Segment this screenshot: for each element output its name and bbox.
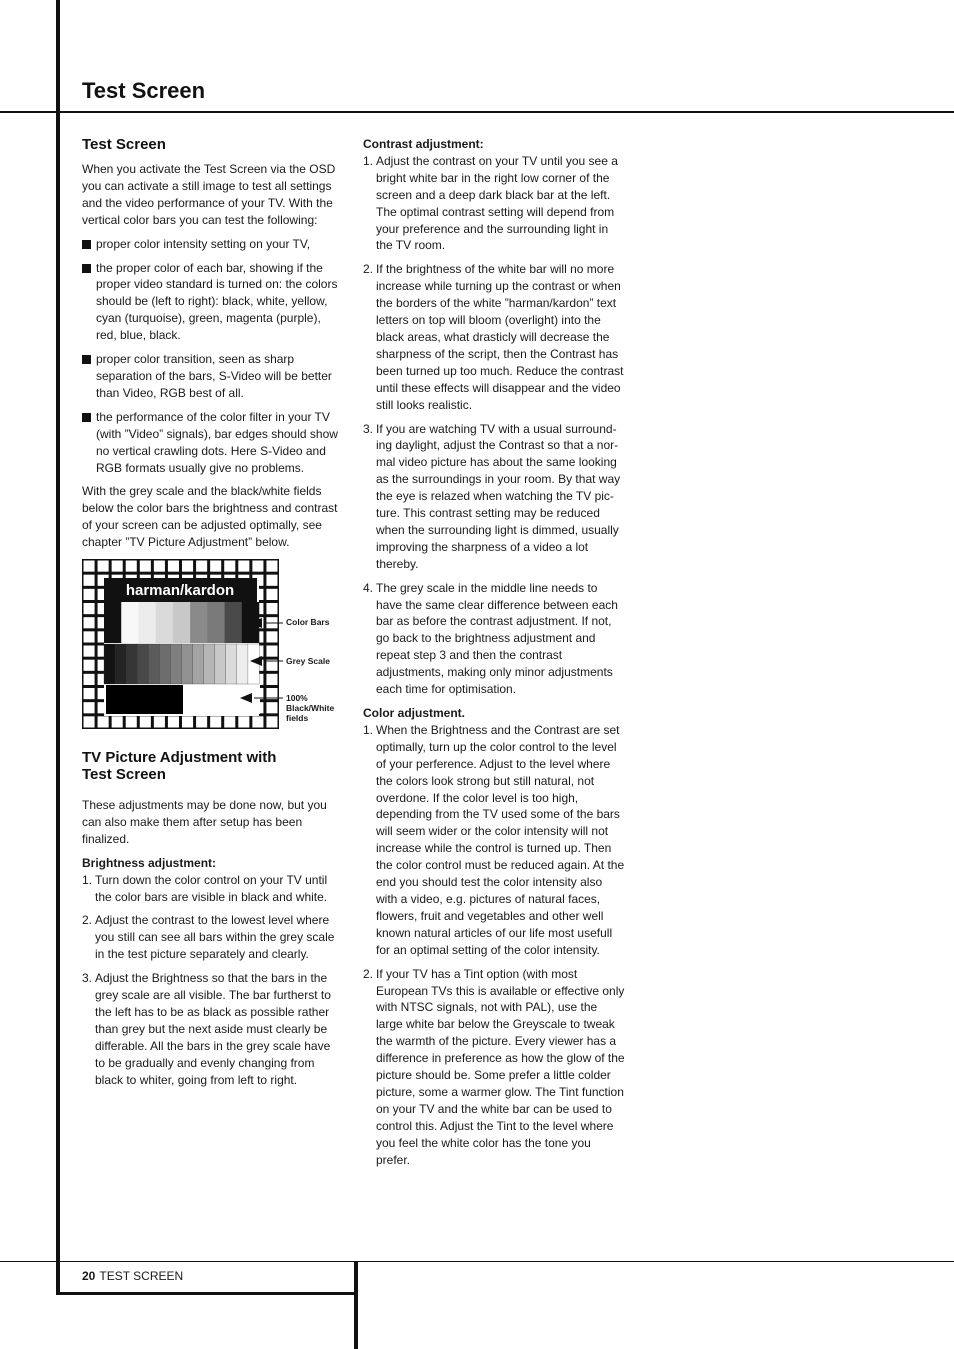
section-heading-test-screen: Test Screen bbox=[82, 136, 166, 153]
page-number: 20 bbox=[82, 1269, 96, 1283]
left-margin-bar bbox=[56, 0, 60, 1295]
bullet-item: proper color intensity setting on your TV, bbox=[82, 236, 342, 253]
brightness-step: 3. Adjust the Brightness so that the bars in the grey scale are all visible. The bar furtherst to the left has to be as black as possible rather than grey but the next aside must clearly be differable. All the bars in the grey scale have to be gradually and evenly changing from black to whiter, going from left to right. bbox=[82, 971, 331, 1087]
bullet-item: the performance of the color filter in your TV (with ”Video” signals), bar edges should show no vertical crawling dots. Here S-Video and RGB formats usually give no problems. bbox=[82, 409, 342, 477]
color-heading: Color adjustment. bbox=[363, 706, 466, 720]
column-right bbox=[363, 136, 625, 1175]
footer-section-title: TEST SCREEN bbox=[99, 1269, 184, 1283]
figure-label-bw-fields: 100% Black/White fields bbox=[286, 693, 335, 724]
page-footer bbox=[82, 1268, 183, 1284]
adjustment-intro: These adjustments may be done now, but you can also make them after setup has been finalized. bbox=[82, 798, 327, 846]
grey-scale-paragraph: With the grey scale and the black/white fields below the color bars the brightness and contrast of your screen can be adjusted optimally, see chapter ”TV Picture Adjustment” below. bbox=[82, 484, 338, 550]
harman-kardon-logo: harman/kardon bbox=[125, 582, 235, 600]
bullet-square-icon bbox=[82, 240, 91, 249]
footer-underline bbox=[56, 1292, 358, 1295]
bullet-item: the proper color of each bar, showing if the proper video standard is turned on: the colors should be (left to right): black, white, yellow, cyan (turquoise), green, magenta (purple), red, blue, black. bbox=[82, 260, 342, 345]
test-screen-figure bbox=[82, 559, 340, 731]
color-step: 1. When the Brightness and the Contrast are set optimally, turn up the color control to the level of your perference. Adjust to the level where the colors look strong but still natural, not overdone. If the color level is too high, depending from the TV used some of the bars will seem wider or the color intensity will not increase while the control is turned up. Then the color control must be reduced again. At the end you should test the color intensity also with a video, e.g. pictures of natural faces, flowers, fruit and vegetables and other well known natural articles of our life most usefull for an optimal setting of the color intensity. bbox=[363, 722, 625, 957]
contrast-step: 3. If you are watching TV with a usual surround-ing daylight, adjust the Contrast so that a nor-mal video picture has about the same looking as the surroundings in your room. By that way the eye is relazed when watching the TV pic-ture. This contrast setting may be reduced when the surrounding light is dimmed, usually improving the sharpness of a video a lot thereby. bbox=[363, 421, 621, 571]
contrast-step: 4. The grey scale in the middle line needs to have the same clear difference between each bar as before the contrast adjustment. If not, go back to the brightness adjustment and repeat step 3 and then the contrast adjustments, making only minor adjustments each time for optimisation. bbox=[363, 580, 618, 697]
bullet-item: proper color transition, seen as sharp separation of the bars, S-Video will be better than Video, RGB best of all. bbox=[82, 351, 342, 402]
footer-rule bbox=[0, 1261, 954, 1262]
contrast-step: 1. Adjust the contrast on your TV until you see a bright white bar in the right low corner of the screen and a deep dark black bar at the left. The optimal contrast setting will depend from your preference and the surrounding light in the TV room. bbox=[363, 153, 618, 253]
bullet-square-icon bbox=[82, 413, 91, 422]
contrast-heading: Contrast adjustment: bbox=[363, 137, 484, 151]
brightness-heading: Brightness adjustment: bbox=[82, 855, 217, 870]
column-left bbox=[82, 136, 342, 1096]
page-title: Test Screen bbox=[82, 78, 206, 103]
footer-vertical-bar bbox=[354, 1261, 358, 1349]
figure-label-color-bars: Color Bars bbox=[286, 617, 330, 628]
color-step: 2. If your TV has a Tint option (with most European TVs this is available or effective only with NTSC signals, not with PAL), use the large white bar below the Greyscale to tweak the warmth of the picture. Every viewer has a difference in preference as how the glow of the picture should be. Some prefer a little colder picture, some a warmer glow. The Tint function on your TV and the white bar can be used to control this. Adjust the Tint to the level where you feel the white color has the tone you prefer. bbox=[363, 966, 625, 1167]
figure-label-grey-scale: Grey Scale bbox=[286, 656, 330, 667]
intro-paragraph: When you activate the Test Screen via the OSD you can activate a still image to test all settings and the video performance of your TV. With the vertical color bars you can test the following: bbox=[82, 162, 336, 227]
bullet-square-icon bbox=[82, 264, 91, 273]
contrast-step: 2. If the brightness of the white bar will no more increase while turning up the contrast or when the borders of the white ”harman/kardon” text letters on top will bloom (overlight) into the black areas, what drasticly will decrease the sharpness of the script, then the Contrast has been turned up too much. Reduce the contrast until these effects will disappear and the video still looks realistic. bbox=[363, 262, 624, 412]
section-heading-tv-picture: TV Picture Adjustment with Test Screen bbox=[82, 749, 277, 784]
header-rule bbox=[0, 111, 954, 113]
bullet-square-icon bbox=[82, 355, 91, 364]
brightness-step: 2. Adjust the contrast to the lowest level where you still can see all bars within the grey scale in the test picture separately and clearly. bbox=[82, 913, 335, 962]
brightness-step: 1. Turn down the color control on your TV until the color bars are visible in black and white. bbox=[82, 872, 328, 904]
